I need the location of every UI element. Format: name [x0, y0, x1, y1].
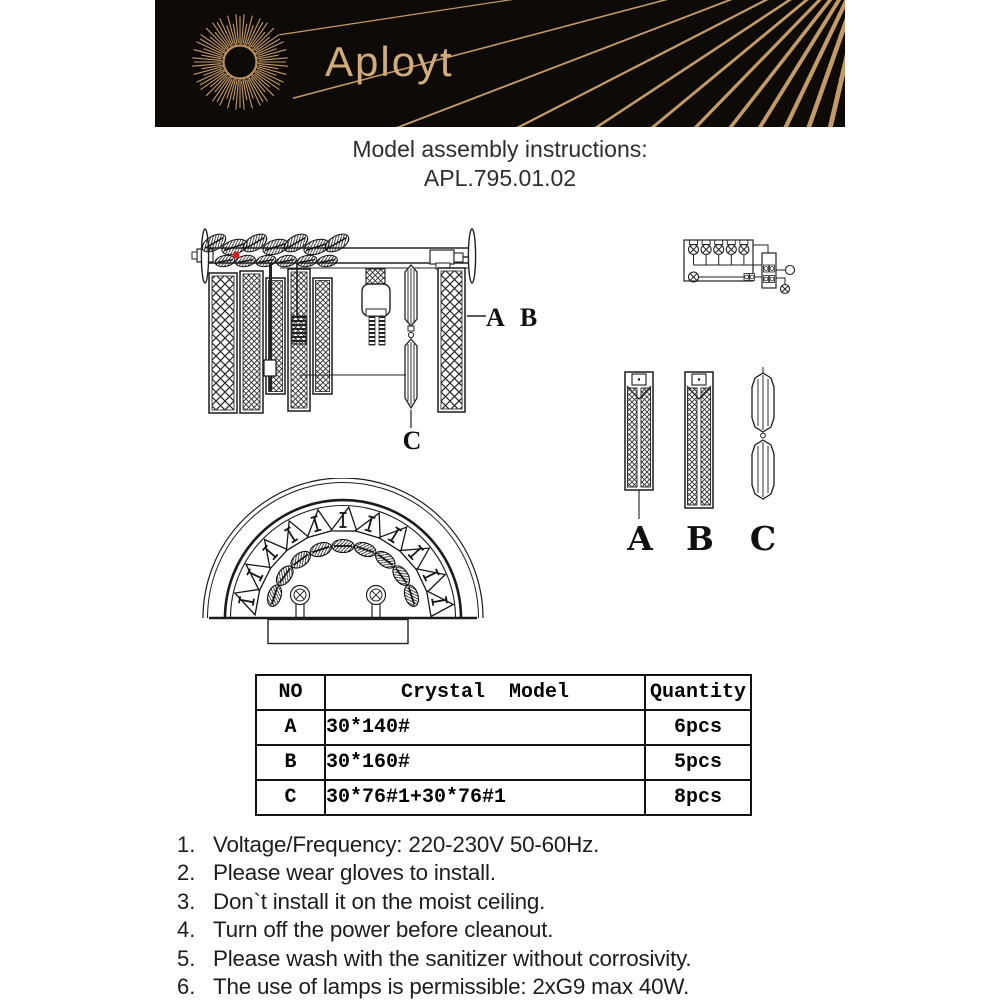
cell-no: A — [256, 710, 325, 745]
crystal-strips — [209, 263, 465, 413]
table-row — [256, 745, 751, 780]
cell-qty: 8pcs — [645, 780, 751, 815]
cell-no: C — [256, 780, 325, 815]
crystal-details-drawing — [612, 362, 797, 527]
crystal-table — [255, 674, 752, 816]
item-number: 5. — [177, 945, 196, 971]
brand-logo-text: Aployt — [325, 38, 454, 85]
title-line2-model-code: APL.795.01.02 — [423, 165, 577, 191]
red-marker-dot — [233, 252, 240, 259]
sunburst-logo-icon — [192, 14, 288, 110]
right-bracket — [430, 250, 454, 264]
list-item — [177, 946, 857, 974]
item-text: The use of lamps is permissible: 2xG9 max 40W. — [213, 973, 690, 999]
list-item — [177, 889, 857, 917]
page-title — [0, 135, 1000, 193]
front-view-drawing — [180, 212, 530, 462]
col-header-model: Crystal Model — [325, 675, 645, 710]
striped-connector — [292, 316, 306, 344]
item-text: Turn off the power before cleanout. — [213, 917, 554, 943]
right-end-disc — [468, 229, 475, 283]
title-line1: Model assembly instructions: — [352, 136, 648, 162]
list-item — [177, 860, 857, 888]
item-number: 2. — [177, 860, 196, 886]
crystal-b-drawing — [685, 372, 713, 508]
center-rod-hook — [264, 360, 276, 376]
crystal-b-label: B — [686, 519, 714, 558]
list-item — [177, 917, 857, 945]
item-text: Don`t install it on the moist ceiling. — [213, 888, 546, 914]
header-decor — [155, 0, 845, 127]
brand-header — [155, 0, 845, 127]
cell-model: 30*76#1+30*76#1 — [325, 780, 645, 815]
table-row — [256, 710, 751, 745]
cell-qty: 5pcs — [645, 745, 751, 780]
col-header-quantity: Quantity — [645, 675, 751, 710]
bulb-sockets — [291, 586, 386, 619]
c-crystal-hanging — [405, 265, 417, 408]
list-item — [177, 832, 857, 860]
right-bracket-cap — [454, 253, 463, 262]
table-header-row — [256, 675, 751, 710]
item-text: Voltage/Frequency: 220-230V 50-60Hz. — [213, 832, 600, 857]
plan-view-drawing — [193, 478, 493, 650]
left-hub-cap — [192, 252, 197, 259]
item-text: Please wash with the sanitizer without corrosivity. — [213, 945, 692, 971]
instruction-list — [177, 832, 857, 1000]
crystal-a-drawing — [625, 372, 653, 519]
item-number: 6. — [177, 973, 196, 999]
item-number: 1. — [177, 832, 196, 857]
cell-model: 30*140# — [325, 710, 645, 745]
sunburst-ring — [224, 46, 257, 79]
bulb-pin — [369, 316, 375, 345]
bulb-pin — [379, 316, 385, 345]
left-end-disc — [201, 229, 208, 283]
list-item — [177, 974, 857, 1000]
item-number: 3. — [177, 888, 196, 914]
wiring-diagram — [678, 232, 808, 307]
crystal-a-label: A — [627, 519, 653, 558]
backplate — [268, 620, 408, 644]
item-number: 4. — [177, 917, 196, 943]
g9-bulb — [362, 269, 390, 345]
crystal-c-label: C — [749, 519, 777, 558]
cell-no: B — [256, 745, 325, 780]
cell-qty: 6pcs — [645, 710, 751, 745]
cell-model: 30*160# — [325, 745, 645, 780]
crystal-c-drawing — [752, 367, 774, 499]
label-c: C — [402, 426, 422, 455]
table-row — [256, 780, 751, 815]
col-header-no: NO — [256, 675, 325, 710]
earth-circle — [786, 266, 795, 275]
item-text: Please wear gloves to install. — [213, 860, 496, 886]
label-a-b: A B — [486, 303, 543, 332]
